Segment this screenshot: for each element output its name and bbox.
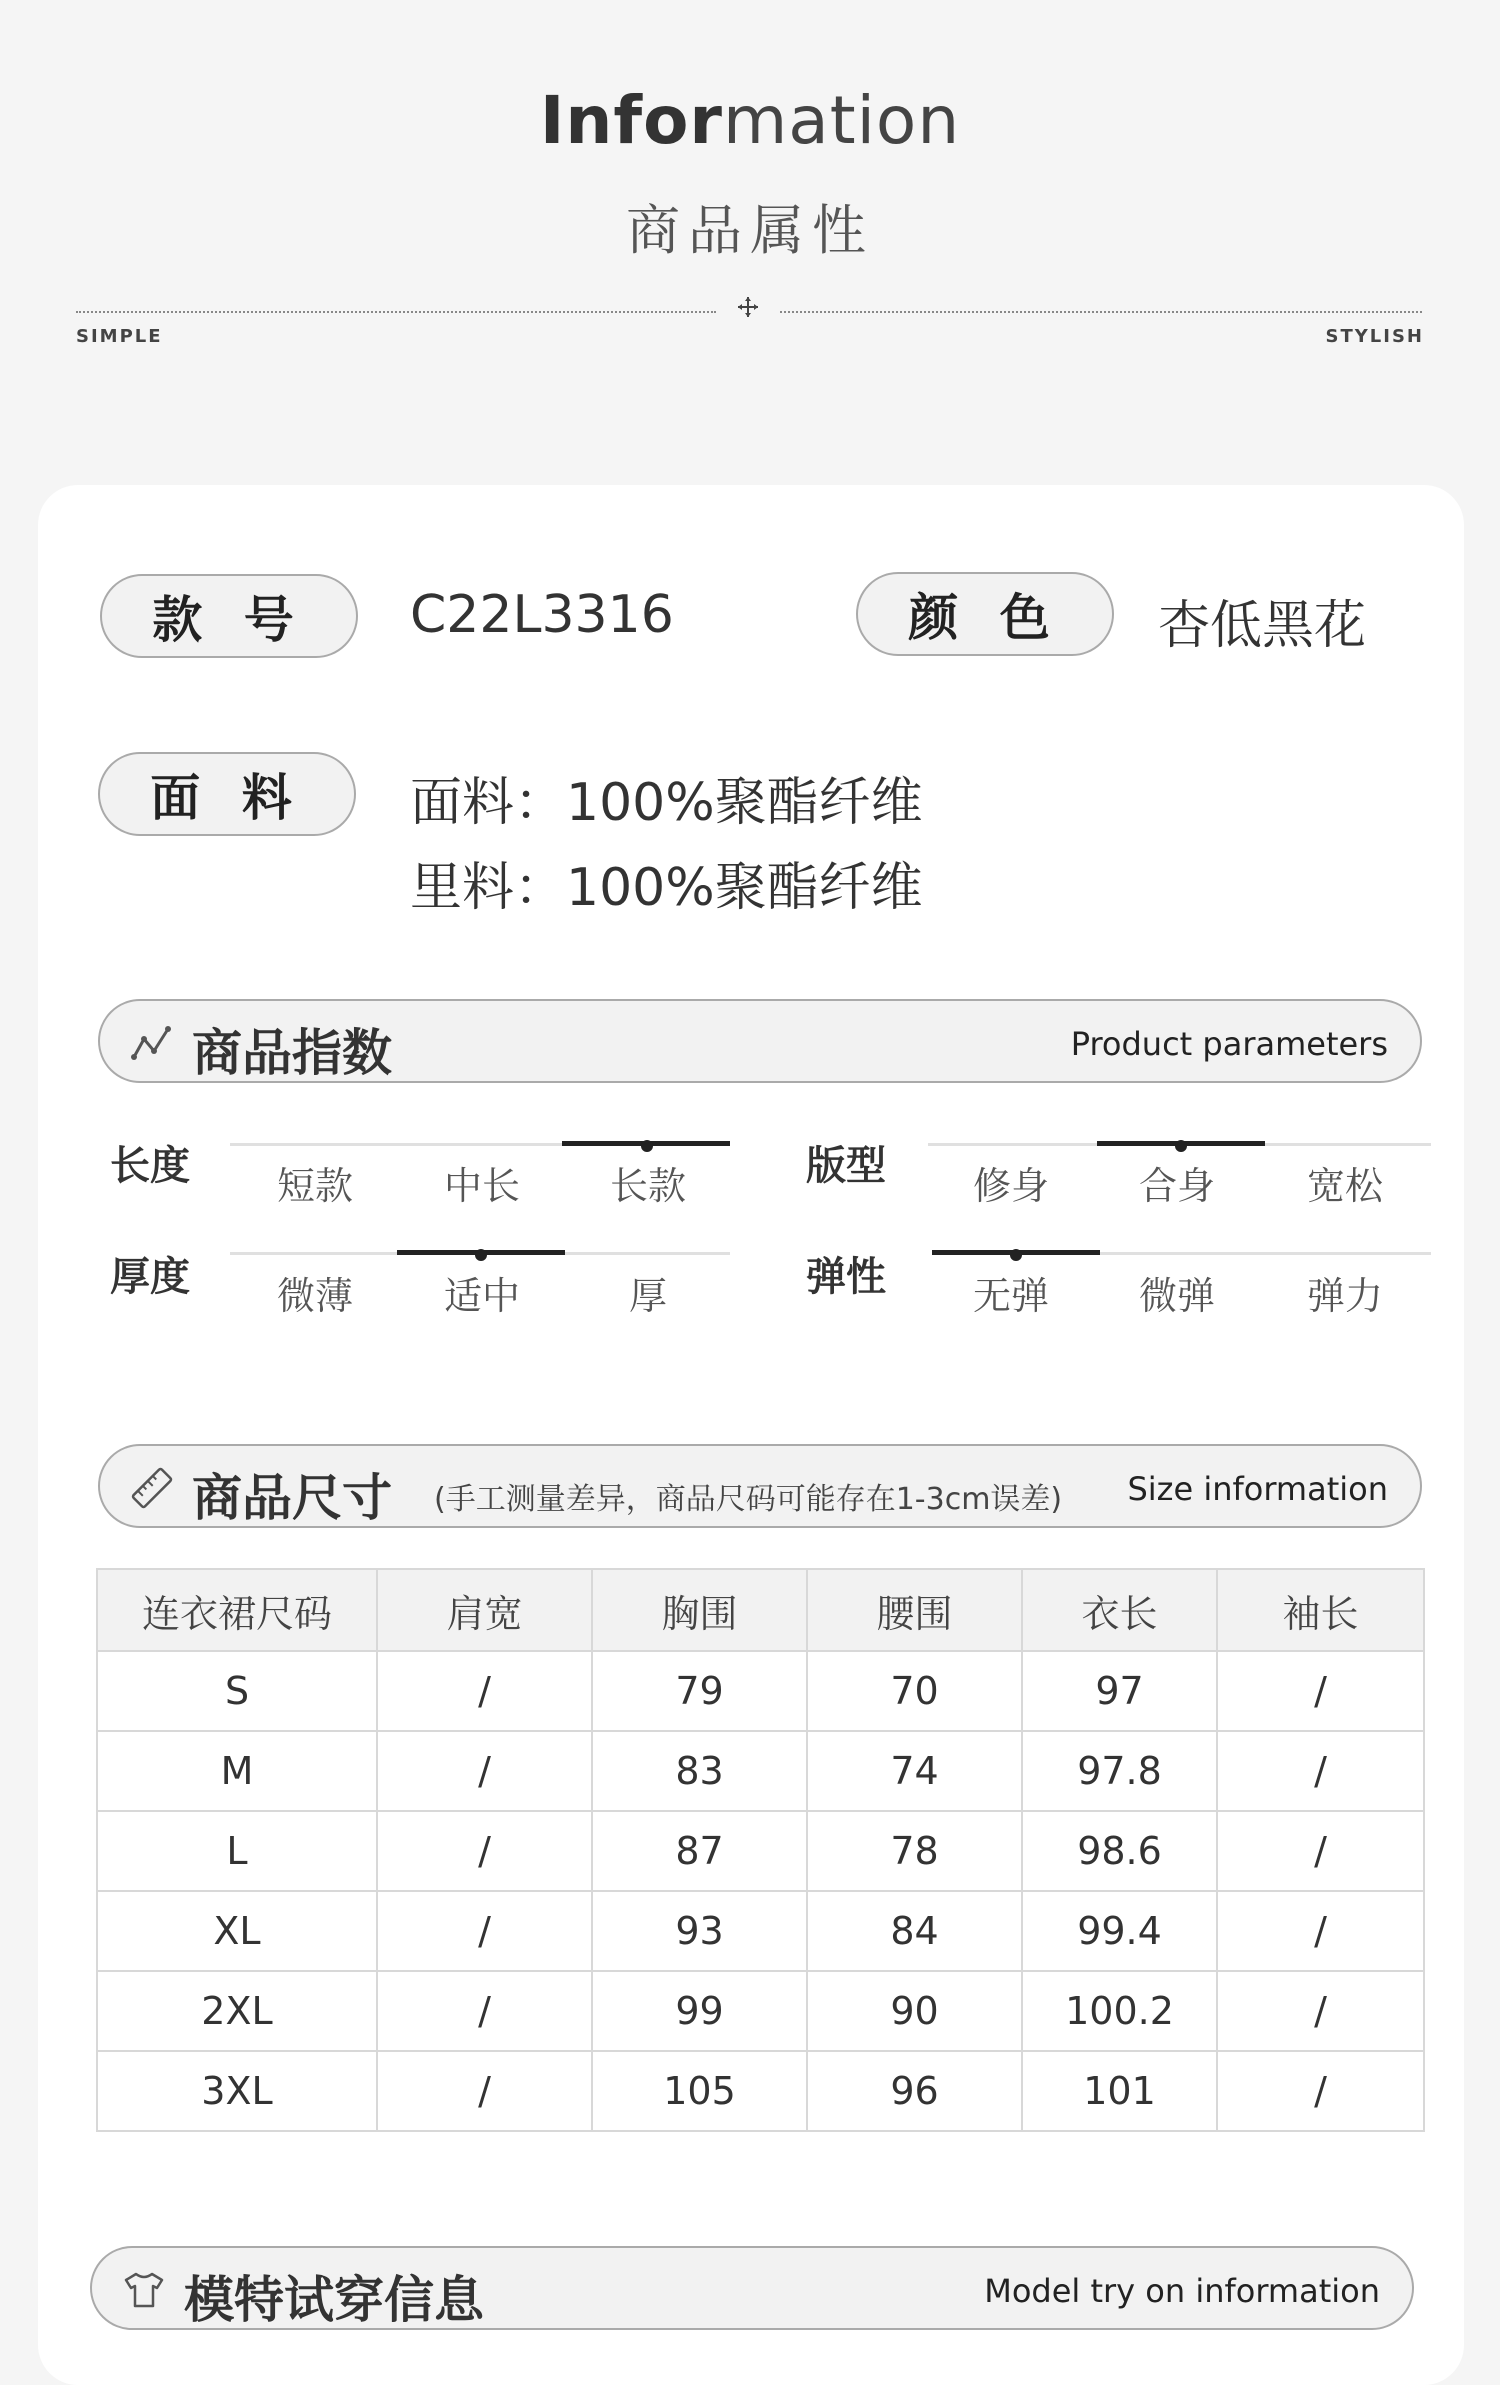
thickness-label: 厚度 — [110, 1254, 190, 1300]
table-cell: 79 — [592, 1651, 807, 1731]
color-pill: 颜 色 — [856, 572, 1114, 656]
table-cell: 78 — [807, 1811, 1022, 1891]
table-row — [97, 2051, 1424, 2131]
page-subtitle: 商品属性 — [626, 199, 874, 262]
size-en: Size information — [1127, 1470, 1388, 1508]
style-no-value: C22L3316 — [410, 585, 674, 645]
table-cell: / — [1217, 1971, 1424, 2051]
simple-label: SIMPLE — [76, 326, 163, 347]
thickness-option-thin: 微薄 — [276, 1274, 353, 1318]
length-selected-dot — [641, 1140, 653, 1152]
table-cell: / — [377, 2051, 592, 2131]
thickness-option-medium: 适中 — [443, 1274, 520, 1318]
col-bust: 胸围 — [592, 1569, 807, 1651]
length-label: 长度 — [110, 1143, 190, 1189]
table-cell: 74 — [807, 1731, 1022, 1811]
col-waist: 腰围 — [807, 1569, 1022, 1651]
col-size: 连衣裙尺码 — [97, 1569, 377, 1651]
color-value: 杏低黑花 — [1158, 596, 1367, 656]
table-row — [97, 1971, 1424, 2051]
table-cell: 93 — [592, 1891, 807, 1971]
table-cell: 83 — [592, 1731, 807, 1811]
table-cell: / — [377, 1971, 592, 2051]
table-cell: / — [1217, 1731, 1424, 1811]
table-row — [97, 1651, 1424, 1731]
table-cell: 99.4 — [1022, 1891, 1217, 1971]
stylish-label: STYLISH — [1325, 326, 1424, 347]
page-title — [0, 82, 1500, 159]
elasticity-option-stretch: 弹力 — [1306, 1274, 1383, 1318]
params-bar — [98, 999, 1422, 1083]
trend-line-icon — [130, 1021, 174, 1065]
col-sleeve: 袖长 — [1217, 1569, 1424, 1651]
elasticity-option-slight: 微弹 — [1138, 1274, 1215, 1318]
title-bold: Infor — [539, 82, 723, 159]
table-cell: 70 — [807, 1651, 1022, 1731]
size-title: 商品尺寸 — [192, 1469, 392, 1527]
table-cell: 97.8 — [1022, 1731, 1217, 1811]
length-option-mid: 中长 — [443, 1164, 520, 1208]
size-table-header — [97, 1569, 1424, 1651]
title-light: mation — [722, 82, 961, 159]
thickness-selected-dot — [475, 1249, 487, 1261]
table-cell: / — [1217, 1891, 1424, 1971]
fabric-pill: 面 料 — [98, 752, 356, 836]
table-cell: 2XL — [97, 1971, 377, 2051]
table-cell: 96 — [807, 2051, 1022, 2131]
elasticity-option-none: 无弹 — [972, 1274, 1049, 1318]
table-cell: / — [1217, 1811, 1424, 1891]
ruler-icon — [130, 1466, 174, 1510]
thickness-option-thick: 厚 — [628, 1274, 667, 1318]
table-cell: 3XL — [97, 2051, 377, 2131]
table-cell: M — [97, 1731, 377, 1811]
model-bar — [90, 2246, 1414, 2330]
elasticity-selected-dot — [1010, 1249, 1022, 1261]
table-cell: 97 — [1022, 1651, 1217, 1731]
col-shoulder: 肩宽 — [377, 1569, 592, 1651]
table-row — [97, 1891, 1424, 1971]
table-cell: / — [377, 1651, 592, 1731]
elasticity-label: 弹性 — [806, 1254, 886, 1300]
fit-label: 版型 — [806, 1143, 886, 1189]
style-no-pill: 款 号 — [100, 574, 358, 658]
table-cell: / — [1217, 2051, 1424, 2131]
size-bar — [98, 1444, 1422, 1528]
table-cell: L — [97, 1811, 377, 1891]
fabric-lining: 里料：100%聚酯纤维 — [410, 858, 923, 918]
col-length: 衣长 — [1022, 1569, 1217, 1651]
divider-left — [76, 311, 716, 313]
table-cell: 105 — [592, 2051, 807, 2131]
table-cell: 98.6 — [1022, 1811, 1217, 1891]
table-cell: 90 — [807, 1971, 1022, 2051]
table-cell: S — [97, 1651, 377, 1731]
fit-option-loose: 宽松 — [1306, 1164, 1383, 1208]
table-row — [97, 1731, 1424, 1811]
fit-option-regular: 合身 — [1138, 1164, 1215, 1208]
tshirt-icon — [122, 2268, 166, 2312]
length-option-short: 短款 — [276, 1164, 353, 1208]
table-cell: 99 — [592, 1971, 807, 2051]
table-cell: / — [377, 1891, 592, 1971]
divider-right — [780, 311, 1422, 313]
model-title: 模特试穿信息 — [184, 2271, 484, 2329]
table-cell: XL — [97, 1891, 377, 1971]
table-cell: / — [377, 1731, 592, 1811]
table-cell: 100.2 — [1022, 1971, 1217, 2051]
model-en: Model try on information — [984, 2272, 1380, 2310]
cross-ornament-icon — [737, 296, 759, 318]
params-en: Product parameters — [1070, 1025, 1388, 1063]
length-option-long: 长款 — [609, 1164, 686, 1208]
table-row — [97, 1811, 1424, 1891]
fit-option-slim: 修身 — [972, 1164, 1049, 1208]
table-cell: 87 — [592, 1811, 807, 1891]
table-cell: / — [377, 1811, 592, 1891]
table-cell: 101 — [1022, 2051, 1217, 2131]
fabric-outer: 面料：100%聚酯纤维 — [410, 773, 923, 833]
table-cell: 84 — [807, 1891, 1022, 1971]
fit-selected-dot — [1175, 1140, 1187, 1152]
size-table — [96, 1568, 1425, 2132]
params-title: 商品指数 — [192, 1024, 392, 1082]
table-cell: / — [1217, 1651, 1424, 1731]
size-note: (手工测量差异，商品尺码可能存在1-3cm误差) — [434, 1482, 1063, 1517]
